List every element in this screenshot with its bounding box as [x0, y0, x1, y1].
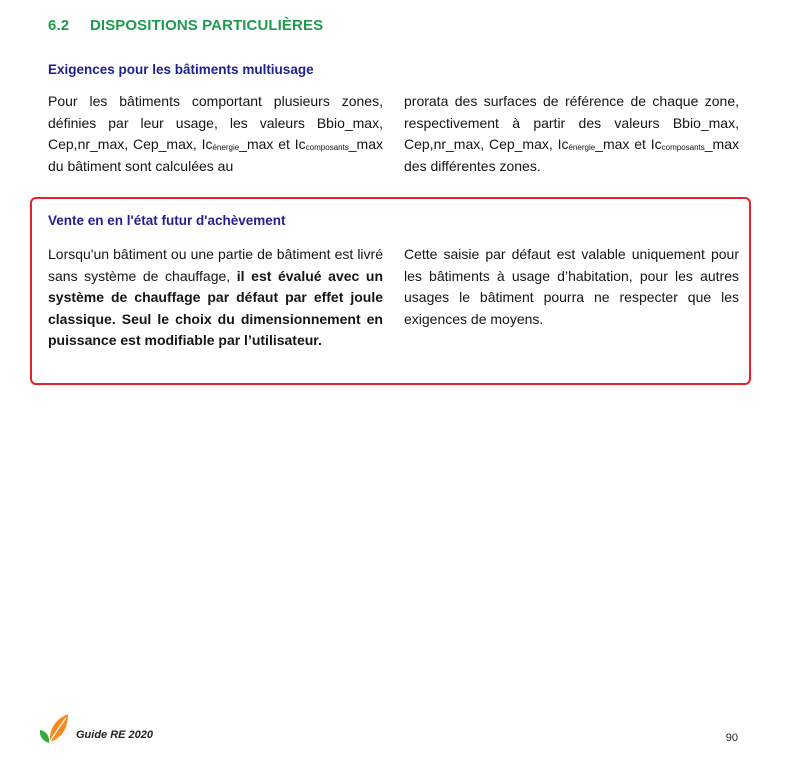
- section-title: DISPOSITIONS PARTICULIÈRES: [90, 17, 324, 34]
- subscript: énergie: [212, 143, 240, 152]
- leaf-logo-icon: [38, 712, 70, 744]
- multiusage-left-paragraph: [48, 91, 383, 177]
- text-run: _max et Ic: [595, 136, 662, 152]
- footer-title: Guide RE 2020: [76, 729, 154, 741]
- subscript: énergie: [568, 143, 596, 152]
- bold-text-run: il est évalué avec un système de chauffage par défaut par effet joule classique. Seul le choix du dimensionnement en puissance est modifiable par l’utilisateur.: [48, 267, 383, 348]
- section-number: 6.2: [48, 17, 70, 34]
- text-run: _max du bâtiment sont calculées au: [48, 136, 383, 174]
- multiusage-right-paragraph: [404, 91, 739, 177]
- multiusage-heading: Exigences pour les bâtiments multiusage: [48, 62, 314, 77]
- vente-heading: Vente en en l'état futur d'achèvement: [48, 213, 286, 228]
- subscript: composants: [305, 143, 349, 152]
- vente-left-column: [48, 244, 383, 352]
- multiusage-left-column: [48, 91, 383, 177]
- subscript: composants: [661, 143, 705, 152]
- section-heading: [48, 17, 323, 34]
- multiusage-right-column: [404, 91, 739, 177]
- vente-left-paragraph: [48, 244, 383, 352]
- vente-right-column: [404, 244, 739, 330]
- text-run: prorata des surfaces de référence de chaque zone, respectivement à partir des valeurs Bbio_max, Cep,nr_max, Cep_max, Ic: [404, 93, 739, 152]
- text-run: _max et Ic: [239, 136, 306, 152]
- text-run: Lorsqu'un bâtiment ou une partie de bâtiment est livré sans système de chauffage,: [48, 246, 383, 284]
- text-run: _max des différentes zones.: [404, 136, 739, 174]
- page-number: 90: [725, 732, 738, 744]
- vente-right-paragraph: Cette saisie par défaut est valable uniquement pour les bâtiments à usage d’habitation, pour les autres usages le bâtiment pourra ne respecter que les exigences de moyens.: [404, 246, 739, 327]
- text-run: Pour les bâtiments comportant plusieurs zones, définies par leur usage, les valeurs Bbio_max, Cep,nr_max, Cep_max, Ic: [48, 93, 383, 152]
